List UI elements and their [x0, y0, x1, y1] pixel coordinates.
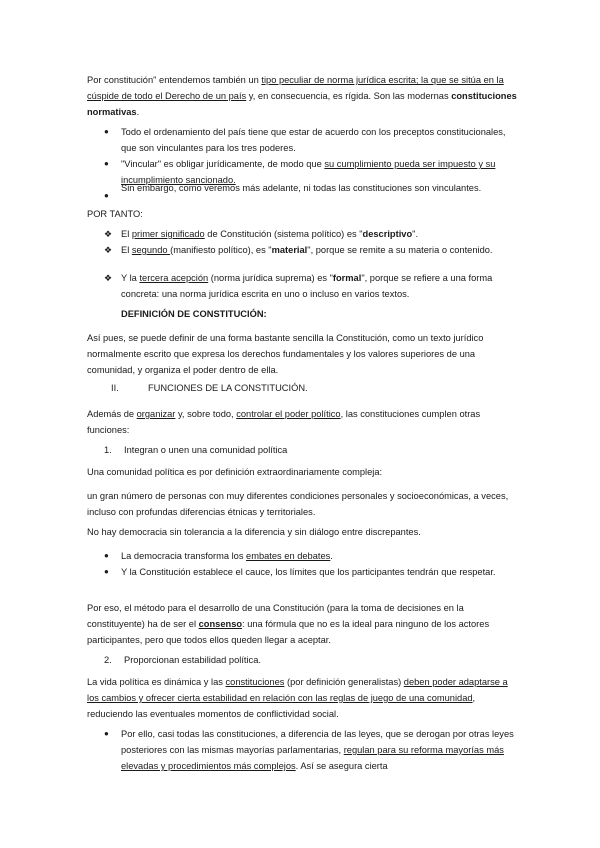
item-title: Integran o unen una comunidad política — [124, 445, 288, 455]
paragraph: Una comunidad política es por definición extraordinariamente compleja: — [87, 467, 383, 477]
intro-paragraph — [87, 72, 519, 120]
section-title: FUNCIONES DE LA CONSTITUCIÓN. — [148, 383, 308, 393]
por-tanto-label: POR TANTO: — [87, 209, 143, 219]
text-run: Por ello, casi todas las constituciones, a diferencia de las leyes, que se derogan por otras leyes posteriores con las mismas mayorías parlamentarias, — [121, 729, 514, 755]
text-run: : una fórmula que no es la ideal para ninguno de los actores participantes, pero que todos ellos queden llegar a aceptar. — [87, 619, 490, 645]
underlined-text: constituciones — [225, 677, 285, 687]
text-run: ", porque se refiere a una forma concreta: una norma jurídica escrita en uno o incluso en varios textos. — [121, 273, 493, 299]
text-run: (por definición generalistas) — [284, 677, 404, 687]
list-item: Y la Constitución establece el cauce, los límites que los participantes tendrán que respetar. — [121, 567, 496, 577]
bullet-icon: ● — [104, 127, 109, 136]
text-run: de Constitución (sistema político) es " — [204, 229, 363, 239]
list-item — [121, 242, 519, 258]
bullet-icon: ● — [104, 551, 109, 560]
bullet-icon: ● — [104, 191, 109, 200]
bullet-icon: ● — [104, 159, 109, 168]
paragraph: No hay democracia sin tolerancia a la diferencia y sin diálogo entre discrepantes. — [87, 527, 421, 537]
underlined-text: tipo peculiar de norma jurídica escrita; la que se sitúa en la cúspide de todo el Derecho de un país — [87, 75, 504, 101]
paragraph: un gran número de personas con muy diferentes condiciones personales y socioeconómicas, a veces, incluso con profundas diferencias étnicas y territoriales. — [87, 491, 509, 517]
item-number: 2. — [104, 655, 112, 665]
underlined-text: regulan para su reforma mayorías más elevadas y procedimientos más complejos — [121, 745, 504, 771]
underlined-bold-text: consenso — [198, 619, 243, 629]
diamond-bullet-icon: ❖ — [104, 229, 113, 239]
underlined-text: su cumplimiento pueda ser impuesto y su incumplimiento sancionado. — [121, 159, 496, 185]
text-run: "Vincular" es obligar jurídicamente, de modo que — [121, 159, 325, 169]
list-item — [121, 726, 519, 774]
text-run: (norma jurídica suprema) es " — [208, 273, 333, 283]
text-run: Por constitución" entendemos también un — [87, 75, 262, 85]
text-run: La democracia transforma los — [121, 551, 247, 561]
underlined-text: embates en debates — [246, 551, 331, 561]
text-run: ". — [412, 229, 419, 239]
text-run: La vida política es dinámica y las — [87, 677, 226, 687]
text-run: Y la — [121, 273, 140, 283]
vida-politica-paragraph — [87, 674, 519, 722]
funciones-intro-paragraph — [87, 406, 519, 438]
list-item — [121, 226, 519, 242]
diamond-bullet-icon: ❖ — [104, 273, 113, 283]
text-run: (manifiesto político), es " — [170, 245, 272, 255]
bold-text: constituciones normativas — [87, 91, 517, 117]
list-item — [121, 270, 519, 302]
list-item — [121, 548, 519, 564]
underlined-text: primer significado — [131, 229, 205, 239]
bullet-icon: ● — [104, 567, 109, 576]
text-run: y, sobre todo, — [175, 409, 237, 419]
list-item: Todo el ordenamiento del país tiene que estar de acuerdo con los preceptos constitucionales, que son vinculantes para los tres poderes. — [121, 127, 506, 153]
item-number: 1. — [104, 445, 112, 455]
item-title: Proporcionan estabilidad política. — [124, 655, 261, 665]
consenso-paragraph — [87, 600, 519, 648]
section-number: II. — [111, 383, 119, 393]
text-run: . — [330, 551, 333, 561]
text-run: El — [121, 229, 132, 239]
underlined-text: organizar — [136, 409, 176, 419]
bullet-icon: ● — [104, 729, 109, 738]
definicion-heading: DEFINICIÓN DE CONSTITUCIÓN: — [121, 309, 267, 319]
underlined-text: tercera acepción — [139, 273, 209, 283]
text-run: . — [136, 107, 140, 117]
text-run: , reduciendo las eventuales momentos de conflictividad social. — [87, 693, 476, 719]
underlined-text: controlar el poder político — [236, 409, 341, 419]
text-run: Por eso, el método para el desarrollo de una Constitución (para la toma de decisiones en la constituyente) ha de ser el — [87, 603, 464, 629]
list-item: Sin embargo, como veremos más adelante, ni todas las constituciones son vinculantes. — [121, 183, 482, 193]
text-run: y, en consecuencia, es rígida. Son las modernas — [246, 91, 452, 101]
bold-text: material — [271, 245, 308, 255]
underlined-text: segundo — [131, 245, 171, 255]
bold-text: descriptivo — [362, 229, 413, 239]
definicion-paragraph: Así pues, se puede definir de una forma bastante sencilla la Constitución, como un texto jurídico normalmente escrito que expresa los derechos fundamentales y los valores superiores de una comunidad, y organiza el poder dentro de ella. — [87, 333, 484, 375]
text-run: Además de — [87, 409, 137, 419]
text-run: ", porque se remite a su materia o contenido. — [307, 245, 493, 255]
text-run: , las constituciones cumplen otras funciones: — [87, 409, 481, 435]
underlined-text: deben poder adaptarse a los cambios y ofrecer cierta estabilidad en relación con las reglas de juego de una comunidad — [87, 677, 508, 703]
diamond-bullet-icon: ❖ — [104, 245, 113, 255]
text-run: . Así se asegura cierta — [295, 761, 388, 771]
text-run: El — [121, 245, 132, 255]
bold-text: formal — [332, 273, 362, 283]
